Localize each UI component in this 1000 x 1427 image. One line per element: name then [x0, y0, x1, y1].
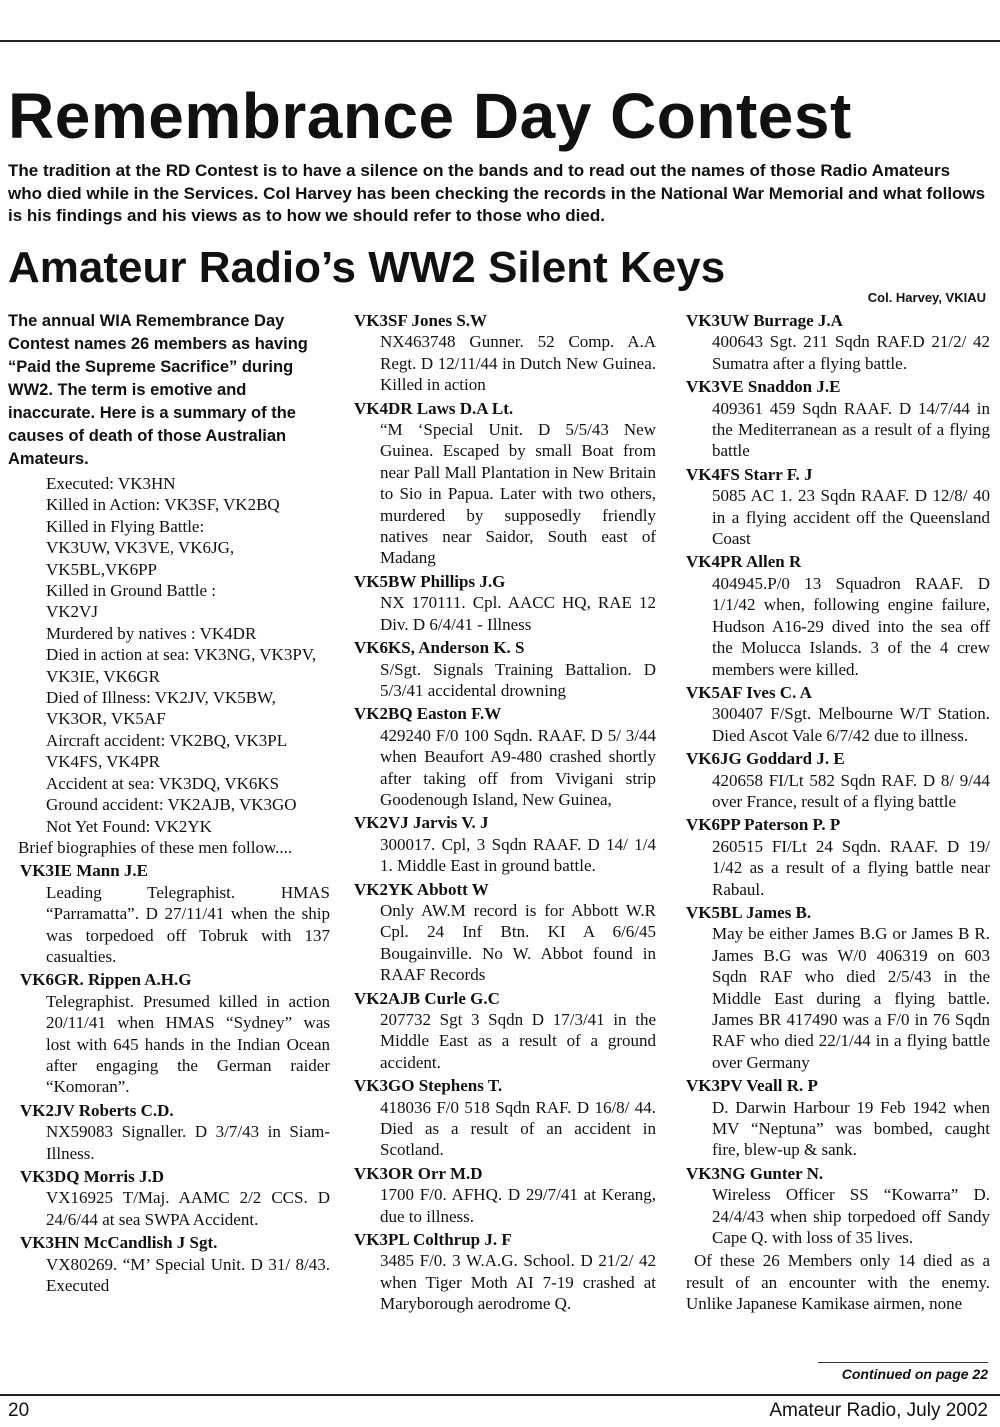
biography-entry [354, 398, 656, 569]
entry-body: 207732 Sgt 3 Sqdn D 17/3/41 in the Middle East as a result of a ground accident. [380, 1010, 656, 1072]
entry-body: NX59083 Signaller. D 3/7/43 in Siam- Illness. [46, 1122, 330, 1163]
entry-heading: VK3GO Stephens T. [354, 1076, 503, 1096]
biography-entry [354, 988, 656, 1074]
continued-rule [818, 1362, 988, 1363]
entry-heading: VK5AF Ives C. A [686, 682, 812, 702]
cause-label: Killed in Action: [46, 495, 161, 515]
cause-label: Not Yet Found: [46, 816, 151, 836]
page-title: Remembrance Day Contest [8, 80, 852, 152]
entry-body: 1700 F/0. AFHQ. D 29/7/41 at Kerang, due to illness. [380, 1185, 656, 1226]
cause-label: Died in action at sea: [46, 645, 190, 665]
entry-heading: VK5BL James B. [686, 902, 812, 922]
biography-entry [20, 1232, 330, 1296]
entry-body: 409361 459 Sqdn RAAF. D 14/7/44 in the Mediterranean as a result of a flying battle [712, 398, 990, 461]
biography-entry [686, 310, 990, 374]
biography-entry [20, 1100, 330, 1164]
cause-item [8, 494, 330, 515]
cause-item [8, 687, 330, 730]
cause-item [8, 473, 330, 494]
cause-label: Ground accident: [46, 795, 164, 815]
cause-label: Killed in Ground Battle : [46, 581, 216, 601]
entry-heading: VK2JV Roberts C.D. [20, 1100, 174, 1120]
cause-calls: VK3UW, VK3VE, VK6JG, VK5BL,VK6PP [46, 538, 235, 579]
biography-entry [20, 860, 330, 967]
biography-entry [686, 1075, 990, 1161]
biography-entry [354, 812, 656, 876]
entry-body: 300017. Cpl, 3 Sqdn RAAF. D 14/ 1/4 1. Middle East in ground battle. [380, 834, 656, 876]
entry-body: 400643 Sgt. 211 Sqdn RAF.D 21/2/ 42 Sumatra after a flying battle. [712, 332, 990, 373]
entry-heading: VK3NG Gunter N. [686, 1163, 824, 1183]
entry-heading: VK3SF Jones S.W [354, 311, 488, 330]
cause-item [8, 644, 330, 687]
intro-paragraph: The tradition at the RD Contest is to have a silence on the bands and to read out the names of those Radio Amateurs who died while in the Services. Col Harvey has been checking the records in the National War Memorial and what follows is his findings and his views as to how we should refer to those who died. [8, 161, 986, 225]
cause-item [8, 516, 330, 580]
closing-paragraph: Of these 26 Members only 14 died as a result of an encounter with the enemy. Unlike Japanese Kamikase airmen, none [686, 1251, 990, 1314]
cause-label: Executed: [46, 474, 114, 493]
page-number: 20 [8, 1400, 30, 1421]
biography-entry [354, 1229, 656, 1315]
entry-heading: VK2YK Abbott W [354, 879, 489, 899]
entry-body: VX80269. “M’ Special Unit. D 31/ 8/43. Executed [46, 1254, 330, 1296]
biography-entry [686, 1163, 990, 1249]
entry-body: NX 170111. Cpl. AACC HQ, RAE 12 Div. D 6/4/41 - Illness [380, 593, 656, 634]
author-byline: Col. Harvey, VKIAU [867, 290, 986, 305]
entry-heading: VK6JG Goddard J. E [686, 749, 845, 769]
biography-entry [354, 1163, 656, 1227]
lead-paragraph: The annual WIA Remembrance Day Contest names 26 members as having “Paid the Supreme Sacrifice” during WW2. The term is emotive and inaccurate. Here is a summary of the causes of death of those Australian Amateurs. [8, 312, 308, 468]
bottom-rule [0, 1394, 1000, 1396]
cause-label: Accident at sea: [46, 773, 155, 793]
biography-entry [686, 902, 990, 1073]
entry-heading: VK4FS Starr F. J [686, 464, 813, 484]
cause-item [8, 816, 330, 837]
cause-item [8, 580, 330, 623]
entry-heading: VK3PL Colthrup J. F [354, 1230, 512, 1250]
publication-footer: Amateur Radio, July 2002 [769, 1400, 988, 1421]
entry-heading: VK2AJB Curle G.C [354, 988, 500, 1008]
cause-calls: VK2AJB, VK3GO [167, 795, 297, 815]
cause-calls: VK3HN [117, 474, 176, 493]
cause-label: Aircraft accident: [46, 730, 166, 750]
entry-heading: VK3VE Snaddon J.E [686, 377, 841, 397]
entry-body: 3485 F/0. 3 W.A.G. School. D 21/2/ 42 when Tiger Moth AI 7-19 crashed at Maryborough aerodrome Q. [380, 1251, 656, 1314]
cause-item [8, 794, 330, 815]
entry-heading: VK5BW Phillips J.G [354, 571, 506, 591]
entry-heading: VK3HN McCandlish J Sgt. [20, 1233, 218, 1253]
biography-entry [686, 464, 990, 550]
entry-body: 429240 F/0 100 Sqdn. RAAF. D 5/ 3/44 when Beaufort A9-480 crashed shortly after taking off from Vivigani strip Goodenough Island, New Guinea, [380, 725, 656, 809]
top-rule [0, 40, 1000, 42]
entry-heading: VK4PR Allen R [686, 552, 802, 572]
entry-body: 404945.P/0 13 Squadron RAAF. D 1/1/42 when, following engine failure, Hudson A16-29 dived into the sea off the Molucca Islands. 3 of the 4 crew members were killed. [712, 573, 990, 679]
entry-body: Only AW.M record is for Abbott W.R Cpl. 24 Inf Btn. KI A 6/6/45 Bougainville. No W. Abbot found in RAAF Records [380, 900, 656, 985]
biography-entry [354, 879, 656, 986]
cause-item [8, 773, 330, 794]
entry-body: Leading Telegraphist. HMAS “Parramatta”. D 27/11/41 when the ship was torpedoed off Tobruk with 137 casualties. [46, 882, 330, 966]
biography-entry [20, 1166, 330, 1230]
entry-heading: VK2BQ Easton F.W [354, 704, 502, 724]
entry-body: D. Darwin Harbour 19 Feb 1942 when MV “Neptuna” was bombed, caught fire, blew-up & sank. [712, 1097, 990, 1160]
entry-body: 5085 AC 1. 23 Sqdn RAAF. D 12/8/ 40 in a flying accident off the Queensland Coast [712, 486, 990, 549]
article-subtitle: Amateur Radio’s WW2 Silent Keys [8, 243, 726, 292]
entry-body: NX463748 Gunner. 52 Comp. A.A Regt. D 12/11/44 in Dutch New Guinea. Killed in action [380, 332, 656, 395]
biography-entry [686, 376, 990, 462]
entry-body: “M ‘Special Unit. D 5/5/43 New Guinea. Escaped by small Boat from near Pall Mall Plantation in New Britain to Sio in Papua. Later with two others, murdered by supposedly friendly natives near Saidor, South east of Madang [380, 420, 656, 568]
cause-label: Died of Illness: [46, 688, 151, 708]
entry-body: Wireless Officer SS “Kowarra” D. 24/4/43 when ship torpedoed off Sandy Cape Q. with loss of 35 lives. [712, 1185, 990, 1248]
column-3 [686, 310, 990, 1315]
brief-intro: Brief biographies of these men follow.... [18, 837, 293, 857]
entry-heading: VK6PP Paterson P. P [686, 815, 841, 835]
entry-heading: VK3PV Veall R. P [686, 1076, 818, 1096]
biography-entry [354, 703, 656, 810]
continued-note: Continued on page 22 [841, 1366, 988, 1382]
entry-heading: VK4DR Laws D.A Lt. [354, 398, 514, 418]
biography-entry [354, 310, 656, 396]
cause-item [8, 623, 330, 644]
cause-calls: VK3DQ, VK6KS [158, 773, 280, 793]
entry-body: May be either James B.G or James B R. James B.G was W/0 406319 on 603 Sqdn RAF who died 2/5/43 in the Middle East during a flying battle. James BR 417490 was a F/0 in 76 Sqdn RAF who died 22/1/44 in a flying battle over Germany [712, 924, 990, 1072]
column-1 [8, 310, 330, 1298]
biography-entry [686, 748, 990, 812]
cause-calls: VK3SF, VK2BQ [164, 495, 280, 515]
cause-label: Murdered by natives : [46, 623, 196, 643]
biography-entry [354, 1075, 656, 1161]
entry-heading: VK3DQ Morris J.D [20, 1167, 165, 1186]
cause-calls: VK3NG, VK3PV, VK3IE, VK6GR [46, 645, 317, 686]
entry-heading: VK3IE Mann J.E [20, 861, 148, 881]
biography-entry [686, 682, 990, 746]
cause-label: Killed in Flying Battle: [46, 516, 205, 536]
cause-calls: VK2VJ [46, 602, 98, 622]
entry-heading: VK3OR Orr M.D [354, 1163, 483, 1183]
entry-body: Telegraphist. Presumed killed in action 20/11/41 when HMAS “Sydney” was lost with 645 hands in the Indian Ocean after engaging the German raider “Komoran”. [46, 991, 330, 1097]
entry-body: S/Sgt. Signals Training Battalion. D 5/3/41 accidental drowning [380, 659, 656, 700]
biography-entry [686, 551, 990, 679]
biography-entry [686, 814, 990, 900]
entry-heading: VK6GR. Rippen A.H.G [20, 970, 192, 990]
biography-entry [20, 969, 330, 1097]
entry-body: 300407 F/Sgt. Melbourne W/T Station. Died Ascot Vale 6/7/42 due to illness. [712, 704, 990, 745]
cause-calls: VK2BQ, VK3PL VK4FS, VK4PR [46, 730, 287, 772]
cause-calls: VK2JV, VK5BW, VK3OR, VK5AF [46, 688, 276, 729]
biography-entry [354, 571, 656, 635]
entry-body: 260515 FI/Lt 24 Sqdn. RAAF. D 19/ 1/42 as a result of a flying battle near Rabaul. [712, 836, 990, 899]
cause-calls: VK2YK [154, 816, 212, 836]
entry-body: 418036 F/0 518 Sqdn RAF. D 16/8/ 44. Died as a result of an accident in Scotland. [380, 1097, 656, 1160]
entry-heading: VK3UW Burrage J.A [686, 311, 843, 330]
entry-heading: VK6KS, Anderson K. S [354, 638, 525, 658]
column-2 [354, 310, 656, 1317]
entry-body: VX16925 T/Maj. AAMC 2/2 CCS. D 24/6/44 at sea SWPA Accident. [46, 1188, 330, 1229]
cause-item [8, 730, 330, 773]
entry-heading: VK2VJ Jarvis V. J [354, 813, 489, 833]
entry-body: 420658 FI/Lt 582 Sqdn RAF. D 8/ 9/44 over France, result of a flying battle [712, 770, 990, 811]
cause-calls: VK4DR [199, 623, 257, 643]
biography-entry [354, 637, 656, 701]
